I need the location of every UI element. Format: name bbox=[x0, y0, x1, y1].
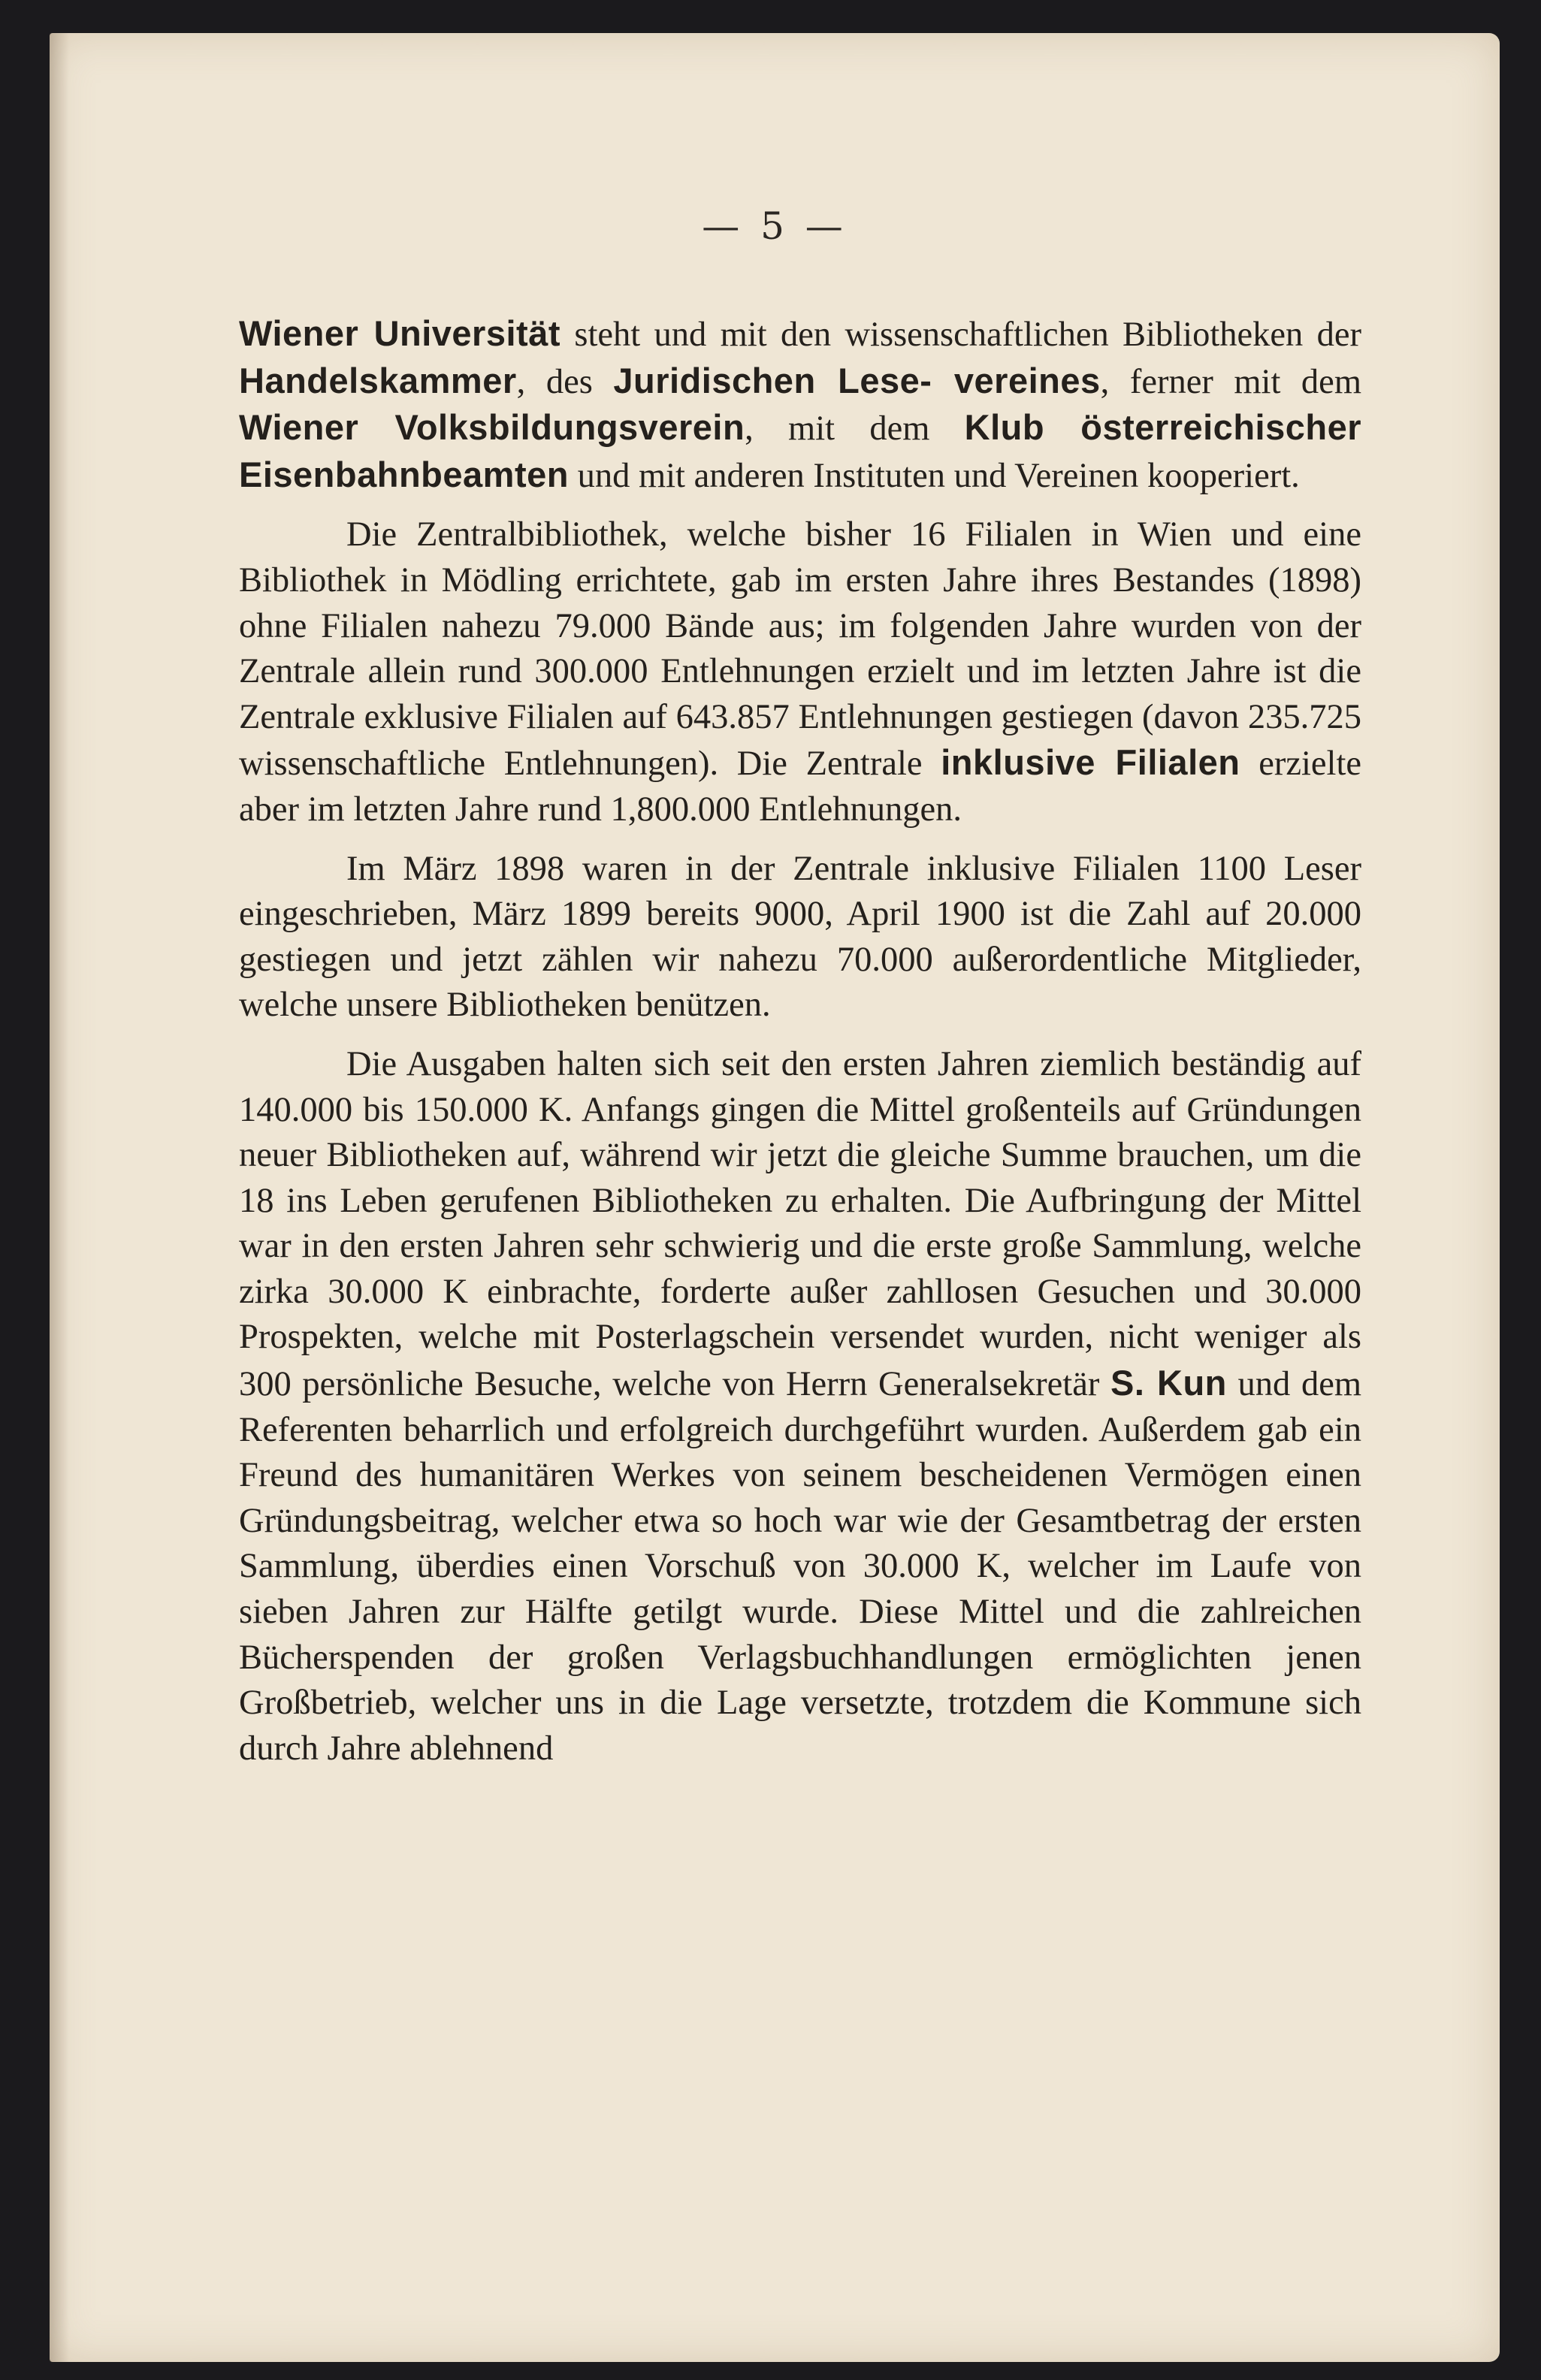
para4-text-2: und dem Referenten beharrlich und erfolgreich durchgeführt wurden. Außerdem gab ein Freund des humanitären Werkes von seinem bescheidenen Vermögen einen Gründungsbeitrag, welcher etwa so hoch war wie der Gesamtbetrag der ersten Sammlung, überdies einen Vorschuß von 30.000 K, welcher im Laufe von sieben Jahren zur Hälfte getilgt wurde. Diese Mittel und die zahlreichen Bücherspenden der großen Verlagsbuchhandlungen ermöglichten jenen Großbetrieb, welcher uns in die Lage versetzte, trotzdem die Kommune sich durch Jahre ablehnend bbox=[239, 1365, 1361, 1768]
para4-text-1: Die Ausgaben halten sich seit den ersten Jahren ziemlich beständig auf 140.000 bis 150.000 K. Anfangs gingen die Mittel großenteils auf Gründungen neuer Bibliotheken auf, während wir jetzt die gleiche Summe brauchen, um die 18 ins Leben gerufenen Bibliotheken zu erhalten. Die Aufbringung der Mittel war in den ersten Jahren sehr schwierig und die erste große Sammlung, welche zirka 30.000 K einbrachte, forderte außer zahllosen Gesuchen und 30.000 Prospekten, welche mit Posterlagschein versendet wurden, nicht weniger als 300 persönliche Besuche, welche von Herrn Generalsekretär bbox=[239, 1044, 1361, 1404]
para1-text-2: , des bbox=[516, 362, 614, 401]
emphasis-handelskammer: Handelskammer bbox=[239, 360, 517, 400]
paragraph-2 bbox=[239, 512, 1361, 832]
emphasis-wiener-volksbildungsverein: Wiener Volksbildungsverein bbox=[239, 407, 745, 448]
para1-text-5: und mit anderen Instituten und Vereinen kooperiert. bbox=[568, 456, 1300, 495]
emphasis-klub-eisenbahnbeamten: Klub österreichischer Eisenbahnbeamten bbox=[239, 407, 1362, 494]
emphasis-inklusive-filialen: inklusive Filialen bbox=[941, 742, 1240, 783]
emphasis-s-kun: S. Kun bbox=[1110, 1363, 1227, 1403]
page-number: — 5 — bbox=[702, 204, 848, 248]
para1-text-3: , ferner mit dem bbox=[1100, 362, 1361, 401]
emphasis-wiener-universitaet: Wiener Universität bbox=[239, 313, 561, 353]
paragraph-1 bbox=[239, 311, 1361, 499]
paragraph-4 bbox=[239, 1042, 1361, 1772]
book-page bbox=[50, 33, 1500, 2362]
para2-text-2: erzielte aber im letzten Jahre rund 1,800.000 Entlehnungen. bbox=[239, 745, 1361, 829]
spine-shadow bbox=[50, 33, 69, 2362]
para1-text-1: steht und mit den wissenschaftlichen Bibliotheken der bbox=[561, 316, 1361, 354]
para2-text-1: Die Zentralbibliothek, welche bisher 16 Filialen in Wien und eine Bibliothek in Mödling errichtete, gab im ersten Jahre ihres Bestandes (1898) ohne Filialen nahezu 79.000 Bände aus; im folgenden Jahre wurden von der Zentrale allein rund 300.000 Entlehnungen erzielt und im letzten Jahre ist die Zentrale exklusive Filialen auf 643.857 Entlehnungen gestiegen (davon 235.725 wissenschaftliche Entlehnungen). Die Zentrale bbox=[239, 515, 1361, 784]
emphasis-juridischen-lesevereines: Juridischen Lese- vereines bbox=[613, 360, 1101, 400]
para1-text-4: , mit dem bbox=[745, 409, 965, 449]
body-text bbox=[239, 311, 1361, 1771]
paragraph-3: Im März 1898 waren in der Zentrale inklusive Filialen 1100 Leser eingeschrieben, März 1899 bereits 9000, April 1900 ist die Zahl auf 20.000 gestiegen und jetzt zählen wir nahezu 70.000 außerordentliche Mitglieder, welche unsere Bibliotheken benützen. bbox=[239, 849, 1361, 1025]
